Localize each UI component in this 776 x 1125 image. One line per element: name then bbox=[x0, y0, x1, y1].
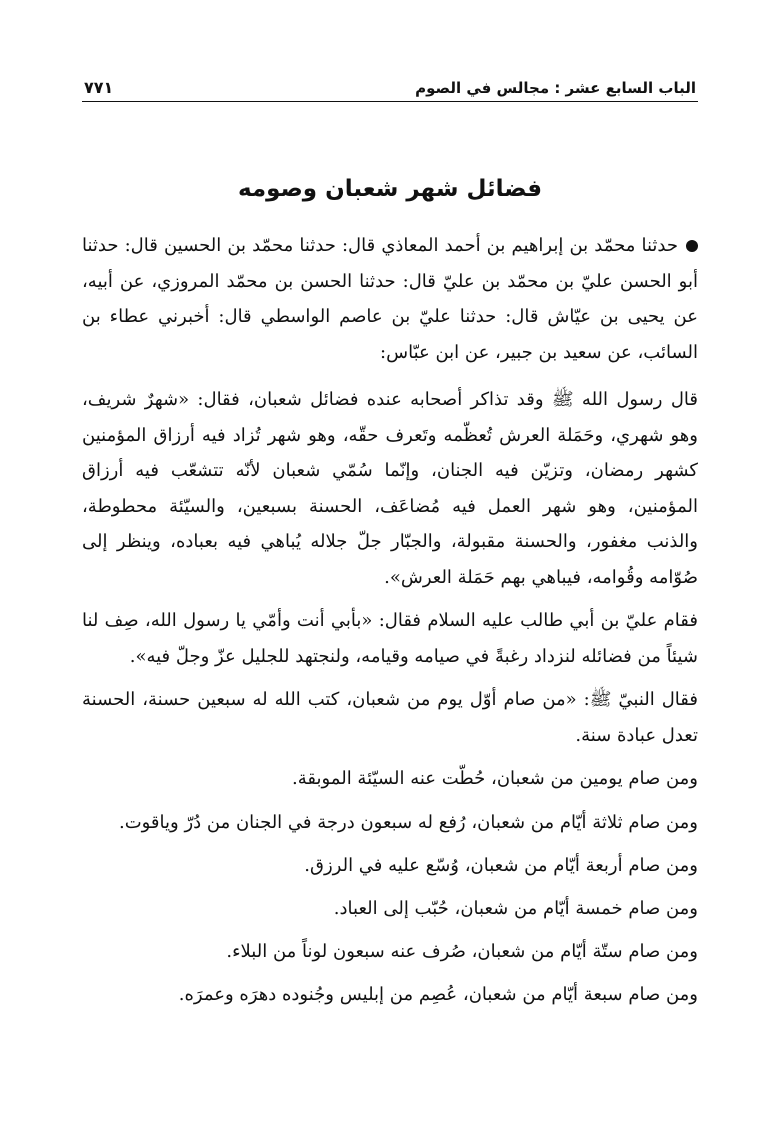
section-title: فضائل شهر شعبان وصومه bbox=[237, 176, 543, 202]
day-seven-line: ومن صام سبعة أيّام من شعبان، عُصِم من إبليس وجُنوده دهرَه وعمرَه. bbox=[178, 984, 698, 1005]
isnad-text: حدثنا محمّد بن إبراهيم بن أحمد المعاذي قال: حدثنا محمّد بن الحسين قال: حدثنا أبو الحسن عليّ بن محمّد بن عليّ قال: حدثنا الحسن بن محمّد المروزي، عن أبيه، عن يحيى بن عيّاش قال: حدثنا عليّ بن عاصم الواسطي قال: أخبرني عطاء بن السائب، عن سعيد بن جبير، عن ابن عبّاس: bbox=[82, 235, 698, 363]
day-six-line: ومن صام ستّة أيّام من شعبان، صُرف عنه سبعون لوناً من البلاء. bbox=[226, 941, 698, 962]
prophet-answer-paragraph: فقال النبيّ ﷺ: «من صام أوّل يوم من شعبان، كتب الله له سبعين حسنة، الحسنة تعدل عبادة سنة. bbox=[82, 689, 698, 746]
day-five-line: ومن صام خمسة أيّام من شعبان، حُبّب إلى العباد. bbox=[333, 898, 698, 919]
isnad-paragraph bbox=[82, 228, 698, 370]
day-two-paragraph: ومن صام يومين من شعبان، حُطّت عنه السيّئة الموبقة. bbox=[292, 768, 698, 789]
hadith-paragraph: قال رسول الله ﷺ وقد تذاكر أصحابه عنده فضائل شعبان، فقال: «شهرٌ شريف، وهو شهري، وحَمَلة العرش تُعظّمه وتَعرف حقّه، وهو شهر تُزاد فيه أرزاق المؤمنين كشهر رمضان، وتزيّن فيه الجنان، وإنّما سُمّي شعبان لأنّه تتشعّب فيه أرزاق المؤمنين، وهو شهر العمل فيه مُضاعَف، الحسنة بسبعين، والسيّئة محطوطة، والذنب مغفور، والحسنة مقبولة، والجبّار جلّ جلاله يُباهي فيه بعباده، وينظر إلى صُوّامه وقُوامه، فيباهي بهم حَمَلة العرش». bbox=[82, 389, 698, 588]
day-four-line: ومن صام أربعة أيّام من شعبان، وُسّع عليه في الرزق. bbox=[304, 855, 698, 876]
book-page bbox=[82, 66, 698, 1086]
bullet-icon bbox=[686, 240, 698, 252]
chapter-title: الباب السابع عشر : مجالس في الصوم bbox=[415, 79, 696, 97]
page-number: ٧٧١ bbox=[84, 78, 114, 97]
ali-request-paragraph: فقام عليّ بن أبي طالب عليه السلام فقال: «بأبي أنت وأمّي يا رسول الله، صِف لنا شيئاً من فضائله لنزداد رغبةً في صيامه وقيامه، ولنجتهد للجليل عزّ وجلّ فيه». bbox=[82, 610, 698, 667]
day-three-paragraph: ومن صام ثلاثة أيّام من شعبان، رُفع له سبعون درجة في الجنان من دُرّ وياقوت. bbox=[118, 811, 698, 833]
running-header bbox=[82, 66, 698, 102]
